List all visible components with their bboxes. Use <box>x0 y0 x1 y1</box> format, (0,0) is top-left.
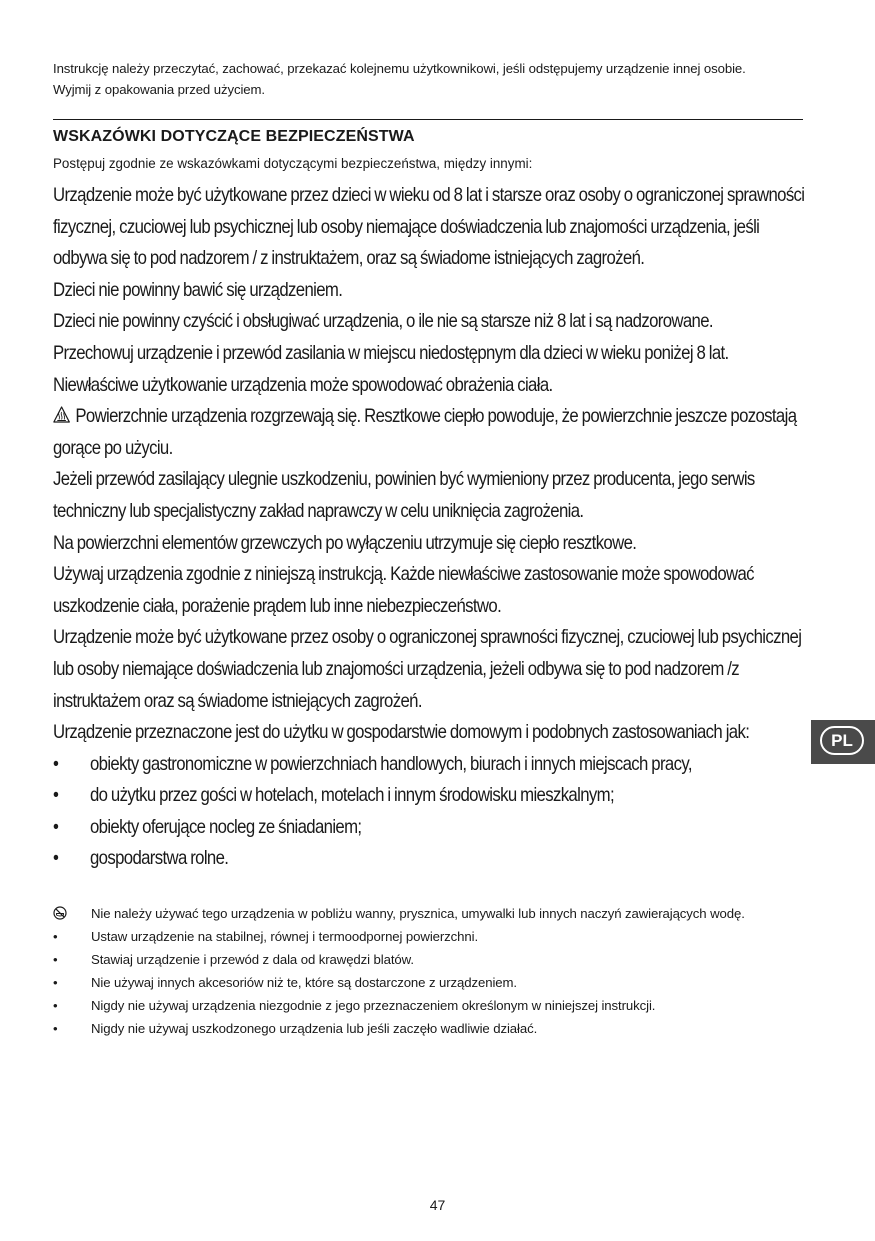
bullet: • <box>53 1021 58 1036</box>
paragraph: Używaj urządzenia zgodnie z niniejszą instrukcją. Każde niewłaściwe zastosowanie może spowodować uszkodzenie ciała, porażenie prądem lub inne niebezpieczeństwo. <box>53 563 754 617</box>
list-item-text: Ustaw urządzenie na stabilnej, równej i termoodpornej powierzchni. <box>91 929 479 944</box>
bullet: • <box>53 998 58 1013</box>
list-item <box>53 994 753 1017</box>
list-item-text: Nigdy nie używaj uszkodzonego urządzenia lub jeśli zaczęło wadliwie działać. <box>91 1021 538 1036</box>
language-tab <box>811 720 875 764</box>
paragraph: Na powierzchni elementów grzewczych po wyłączeniu utrzymuje się ciepło resztkowe. <box>53 531 637 554</box>
paragraph-warning <box>53 401 810 464</box>
list-item-text: obiekty oferujące nocleg ze śniadaniem; <box>89 815 362 838</box>
no-water-icon <box>53 906 67 920</box>
language-badge: PL <box>820 726 864 755</box>
page-number: 47 <box>429 1197 446 1213</box>
paragraph: Dzieci nie powinny bawić się urządzeniem. <box>53 278 343 301</box>
list-item <box>53 925 753 948</box>
paragraph: Dzieci nie powinny czyścić i obsługiwać urządzenia, o ile nie są starsze niż 8 lat i są nadzorowane. <box>53 310 713 333</box>
warning-text: Powierzchnie urządzenia rozgrzewają się. Resztkowe ciepło powoduje, że powierzchnie jeszcze pozostają gorące po użyciu. <box>53 405 797 459</box>
list-item <box>53 843 810 875</box>
bullet: • <box>53 975 58 990</box>
additional-instructions <box>53 903 753 1040</box>
intro-text: Instrukcję należy przeczytać, zachować, przekazać kolejnemu użytkownikowi, jeśli odstępujemy urządzenie innej osobie. Wyjmij z opakowania przed użyciem. <box>53 61 746 97</box>
section-heading: WSKAZÓWKI DOTYCZĄCE BEZPIECZEŃSTWA <box>53 128 415 145</box>
list-item <box>53 812 810 844</box>
paragraph: Jeżeli przewód zasilający ulegnie uszkodzeniu, powinien być wymieniony przez producenta, jego serwis techniczny lub specjalistyczny zakład naprawczy w celu uniknięcia zagrożenia. <box>53 468 755 522</box>
safety-instructions <box>53 180 805 875</box>
paragraph: Urządzenie może być użytkowane przez dzieci w wieku od 8 lat i starsze oraz osoby o ograniczonej sprawności fizycznej, czuciowej lub psychicznej lub osoby niemające doświadczenia lub znajomości urządzenia, jeśli odbywa się to pod nadzorem / z instruktażem, oraz są świadome istniejących zagrożeń. <box>53 184 805 270</box>
bullet: • <box>53 929 58 944</box>
list-item <box>53 780 810 812</box>
section-subheading: Postępuj zgodnie ze wskazówkami dotyczącymi bezpieczeństwa, między innymi: <box>53 156 533 171</box>
list-item <box>53 903 753 924</box>
paragraph: Niewłaściwe użytkowanie urządzenia może spowodować obrażenia ciała. <box>53 373 553 396</box>
list-item-text: gospodarstwa rolne. <box>89 847 229 870</box>
list-item <box>53 1017 753 1040</box>
hot-surface-warning-icon <box>53 406 70 423</box>
section-divider <box>53 119 803 120</box>
bullet: • <box>53 815 59 838</box>
list-item-text: Nie używaj innych akcesoriów niż te, które są dostarczone z urządzeniem. <box>91 975 517 990</box>
bullet: • <box>53 952 58 967</box>
bullet: • <box>53 847 59 870</box>
bullet: • <box>53 784 59 807</box>
paragraph: Urządzenie przeznaczone jest do użytku w gospodarstwie domowym i podobnych zastosowaniach jak: <box>53 721 750 744</box>
list-item <box>53 948 753 971</box>
paragraph: Przechowuj urządzenie i przewód zasilania w miejscu niedostępnym dla dzieci w wieku poniżej 8 lat. <box>53 341 729 364</box>
paragraph: Urządzenie może być użytkowane przez osoby o ograniczonej sprawności fizycznej, czuciowej lub psychicznej lub osoby niemające doświadczenia lub znajomości urządzenia, jeżeli odbywa się to pod nadzorem /z instruktażem oraz są świadome istniejących zagrożeń. <box>53 626 802 712</box>
list-item-text: Nie należy używać tego urządzenia w pobliżu wanny, prysznica, umywalki lub innych naczyń zawierających wodę. <box>91 906 745 921</box>
list-item <box>53 749 810 781</box>
list-item-text: do użytku przez gości w hotelach, motelach i innym środowisku mieszkalnym; <box>89 784 614 807</box>
list-item-text: Nigdy nie używaj urządzenia niezgodnie z jego przeznaczeniem określonym w niniejszej instrukcji. <box>91 998 656 1013</box>
list-item <box>53 971 753 994</box>
bullet: • <box>53 752 59 775</box>
list-item-text: obiekty gastronomiczne w powierzchniach handlowych, biurach i innych miejscach pracy, <box>89 752 692 775</box>
list-item-text: Stawiaj urządzenie i przewód z dala od krawędzi blatów. <box>91 952 414 967</box>
usage-list <box>53 749 810 875</box>
